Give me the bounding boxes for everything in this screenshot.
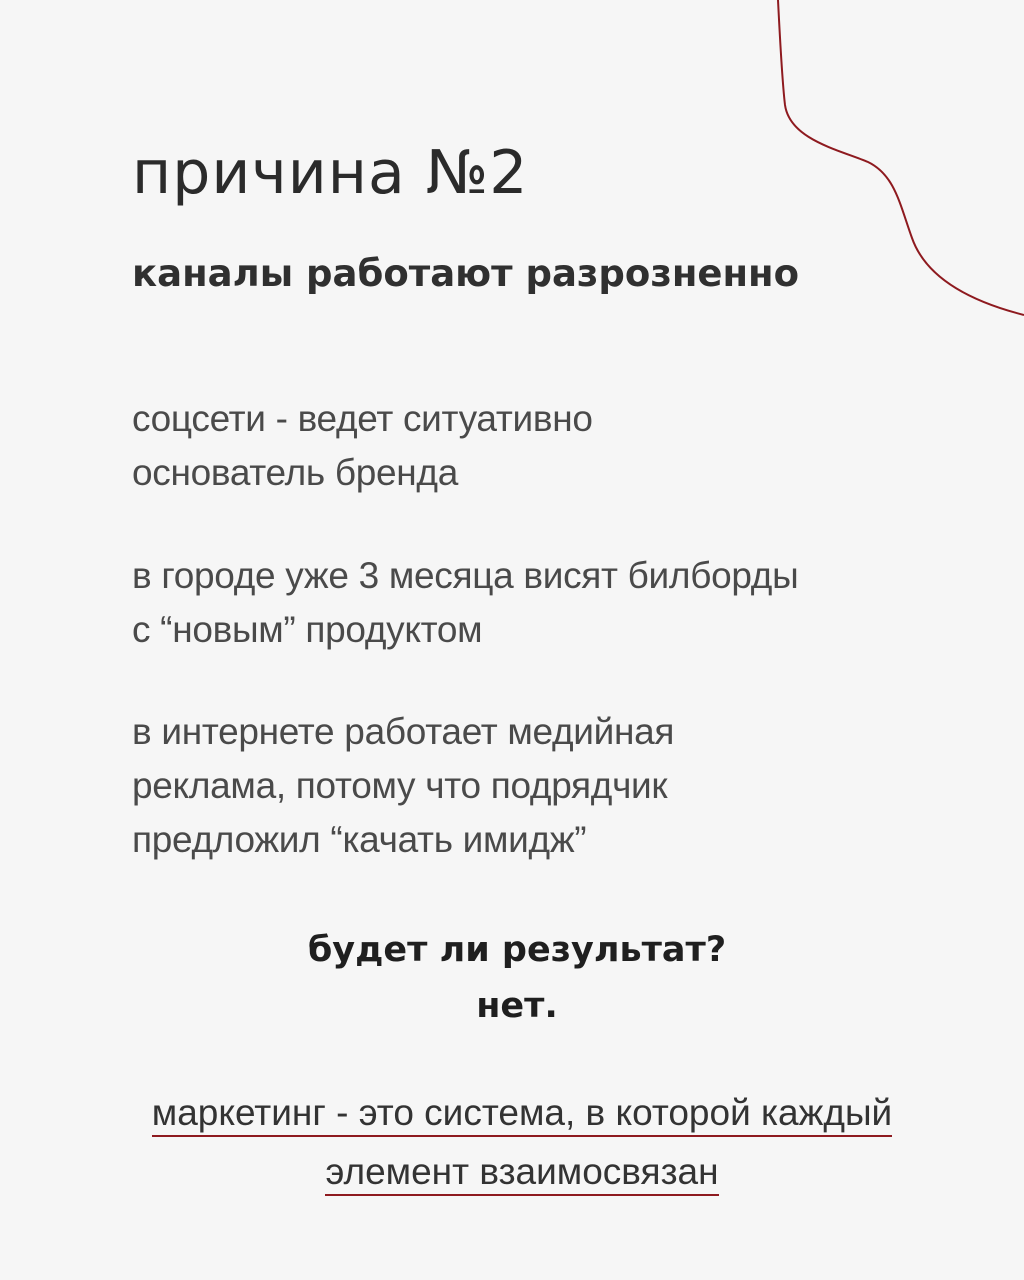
paragraph-line: предложил “качать имидж”	[132, 819, 587, 860]
page-subtitle: каналы работают разрозненно	[132, 252, 800, 295]
question-block	[0, 922, 1024, 1034]
question-text: будет ли результат?	[307, 930, 727, 970]
paragraph-social	[132, 392, 932, 500]
conclusion-block	[0, 1086, 1024, 1204]
conclusion-line: маркетинг - это система, в которой каждый	[152, 1091, 892, 1137]
paragraph-line: соцсети - ведет ситуативно	[132, 398, 593, 439]
page-title: причина №2	[132, 138, 529, 208]
paragraph-line: реклама, потому что подрядчик	[132, 765, 668, 806]
paragraph-line: с “новым” продуктом	[132, 609, 483, 650]
conclusion-line: элемент взаимосвязан	[325, 1150, 718, 1196]
paragraph-internet	[132, 705, 932, 867]
paragraph-line: основатель бренда	[132, 452, 458, 493]
paragraph-line: в городе уже 3 месяца висят билборды	[132, 555, 799, 596]
answer-text: нет.	[476, 986, 558, 1026]
paragraph-line: в интернете работает медийная	[132, 711, 675, 752]
paragraph-billboards	[132, 549, 932, 657]
